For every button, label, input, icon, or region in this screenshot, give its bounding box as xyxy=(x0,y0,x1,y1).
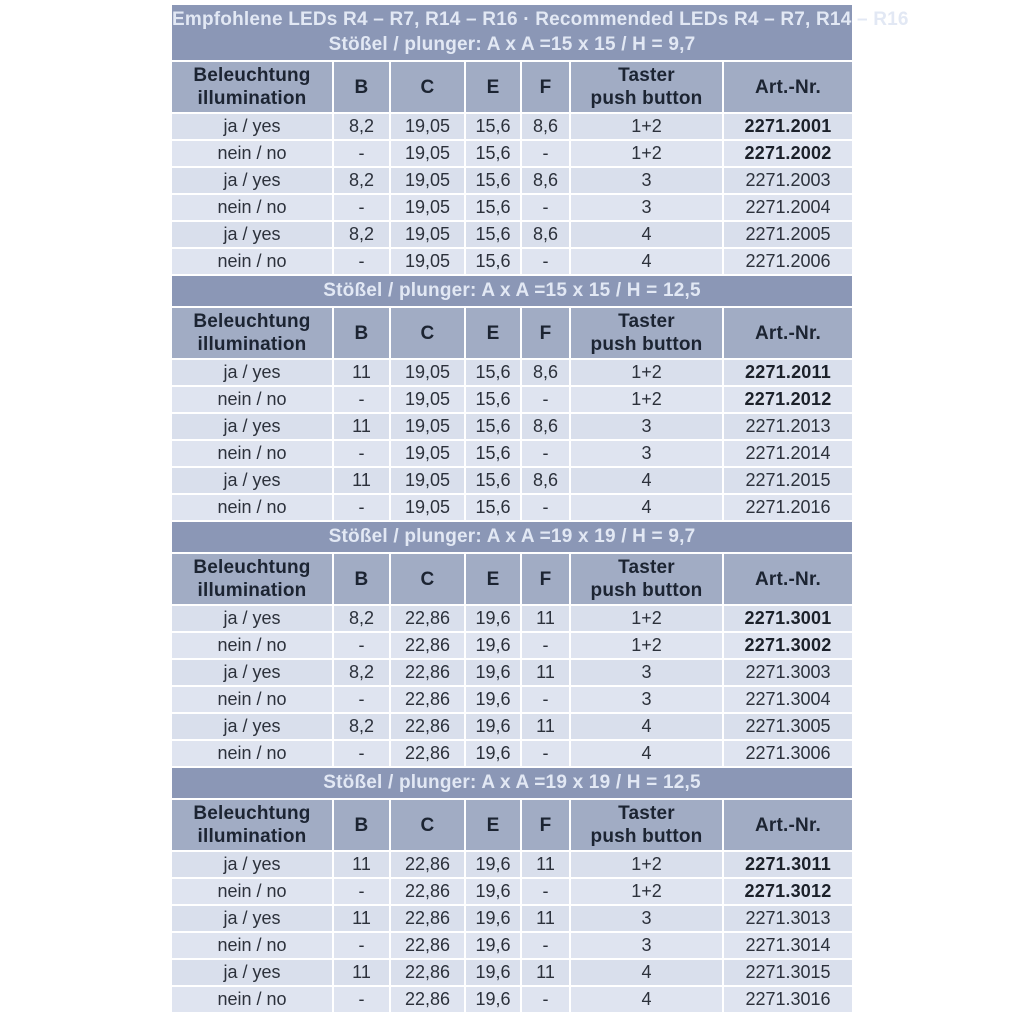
cell-f: - xyxy=(522,141,569,166)
column-header-line1: Taster xyxy=(618,65,675,86)
cell-taster: 4 xyxy=(571,495,722,520)
cell-f: 11 xyxy=(522,714,569,739)
column-header-line1: Beleuchtung xyxy=(193,803,311,824)
column-header-f xyxy=(522,554,569,604)
column-header-line1: Taster xyxy=(618,803,675,824)
cell-f: 8,6 xyxy=(522,168,569,193)
cell-c: 22,86 xyxy=(391,741,464,766)
cell-e: 19,6 xyxy=(466,714,520,739)
cell-taster: 3 xyxy=(571,195,722,220)
cell-e: 15,6 xyxy=(466,360,520,385)
led-recommendation-table xyxy=(172,5,909,1014)
column-header-e xyxy=(466,800,520,850)
cell-taster: 1+2 xyxy=(571,141,722,166)
cell-art-nr: 2271.2016 xyxy=(724,495,852,520)
column-header-c xyxy=(391,62,464,112)
cell-f: - xyxy=(522,933,569,958)
cell-b: - xyxy=(334,387,389,412)
main-title: Empfohlene LEDs R4 – R7, R14 – R16 · Recommended LEDs R4 – R7, R14 – R16 xyxy=(172,9,909,30)
cell-art-nr: 2271.3011 xyxy=(724,852,852,877)
table-row xyxy=(172,741,852,766)
cell-illumination: nein / no xyxy=(172,741,332,766)
cell-c: 22,86 xyxy=(391,879,464,904)
cell-c: 22,86 xyxy=(391,852,464,877)
cell-illumination: ja / yes xyxy=(172,852,332,877)
cell-f: 11 xyxy=(522,960,569,985)
cell-b: - xyxy=(334,633,389,658)
data-rows xyxy=(172,114,852,274)
cell-b: - xyxy=(334,141,389,166)
plunger-title: Stößel / plunger: A x A =19 x 19 / H = 9,7 xyxy=(328,526,696,547)
cell-b: 8,2 xyxy=(334,222,389,247)
cell-b: 8,2 xyxy=(334,114,389,139)
cell-f: - xyxy=(522,495,569,520)
column-header-line1: Taster xyxy=(618,557,675,578)
cell-art-nr: 2271.2013 xyxy=(724,414,852,439)
column-header-line2: illumination xyxy=(197,580,307,601)
table-row xyxy=(172,168,852,193)
column-header-f xyxy=(522,308,569,358)
table-sections xyxy=(172,5,909,1012)
table-row xyxy=(172,633,852,658)
column-header-line1: E xyxy=(486,814,500,836)
column-header-row xyxy=(172,800,852,850)
cell-b: 8,2 xyxy=(334,660,389,685)
data-rows xyxy=(172,606,852,766)
cell-b: 8,2 xyxy=(334,714,389,739)
column-header-line1: Taster xyxy=(618,311,675,332)
cell-e: 15,6 xyxy=(466,114,520,139)
cell-illumination: nein / no xyxy=(172,879,332,904)
cell-b: - xyxy=(334,195,389,220)
column-header-line1: Art.-Nr. xyxy=(755,322,821,344)
plunger-title: Stößel / plunger: A x A =19 x 19 / H = 12,5 xyxy=(323,772,701,793)
cell-e: 19,6 xyxy=(466,633,520,658)
cell-taster: 3 xyxy=(571,660,722,685)
cell-f: 11 xyxy=(522,660,569,685)
column-header-line2: illumination xyxy=(197,826,307,847)
column-header-taster xyxy=(571,308,722,358)
cell-b: 8,2 xyxy=(334,168,389,193)
cell-c: 19,05 xyxy=(391,387,464,412)
column-header-line2: push button xyxy=(590,826,703,847)
cell-illumination: nein / no xyxy=(172,249,332,274)
table-row xyxy=(172,879,852,904)
table-row xyxy=(172,606,852,631)
cell-b: - xyxy=(334,987,389,1012)
column-header-line1: Art.-Nr. xyxy=(755,568,821,590)
cell-art-nr: 2271.2014 xyxy=(724,441,852,466)
cell-e: 15,6 xyxy=(466,468,520,493)
column-header-b xyxy=(334,800,389,850)
column-header-f xyxy=(522,62,569,112)
cell-taster: 4 xyxy=(571,987,722,1012)
cell-f: - xyxy=(522,441,569,466)
cell-e: 15,6 xyxy=(466,387,520,412)
cell-c: 22,86 xyxy=(391,687,464,712)
cell-art-nr: 2271.3012 xyxy=(724,879,852,904)
cell-e: 15,6 xyxy=(466,222,520,247)
cell-taster: 1+2 xyxy=(571,606,722,631)
cell-f: 8,6 xyxy=(522,114,569,139)
column-header-line1: C xyxy=(420,568,435,590)
cell-c: 19,05 xyxy=(391,495,464,520)
column-header-line1: Art.-Nr. xyxy=(755,814,821,836)
table-row xyxy=(172,114,852,139)
column-header-illumination xyxy=(172,308,332,358)
cell-f: 11 xyxy=(522,606,569,631)
column-header-illumination xyxy=(172,62,332,112)
cell-art-nr: 2271.3001 xyxy=(724,606,852,631)
table-row xyxy=(172,495,852,520)
table-row xyxy=(172,195,852,220)
column-header-illumination xyxy=(172,800,332,850)
column-header-line1: Beleuchtung xyxy=(193,311,311,332)
column-header-line1: E xyxy=(486,322,500,344)
cell-taster: 1+2 xyxy=(571,360,722,385)
column-header-line2: push button xyxy=(590,88,703,109)
table-section xyxy=(172,522,852,766)
cell-illumination: nein / no xyxy=(172,195,332,220)
cell-f: - xyxy=(522,249,569,274)
table-row xyxy=(172,714,852,739)
column-header-art-nr xyxy=(724,308,852,358)
cell-taster: 3 xyxy=(571,933,722,958)
cell-c: 19,05 xyxy=(391,195,464,220)
cell-c: 22,86 xyxy=(391,660,464,685)
cell-b: 11 xyxy=(334,414,389,439)
cell-illumination: nein / no xyxy=(172,387,332,412)
cell-illumination: ja / yes xyxy=(172,660,332,685)
table-row xyxy=(172,414,852,439)
cell-e: 19,6 xyxy=(466,933,520,958)
cell-b: - xyxy=(334,879,389,904)
cell-f: - xyxy=(522,387,569,412)
cell-taster: 4 xyxy=(571,960,722,985)
column-header-f xyxy=(522,800,569,850)
cell-c: 19,05 xyxy=(391,114,464,139)
cell-b: 11 xyxy=(334,360,389,385)
table-section xyxy=(172,768,852,1012)
column-header-taster xyxy=(571,554,722,604)
cell-art-nr: 2271.3015 xyxy=(724,960,852,985)
cell-e: 15,6 xyxy=(466,495,520,520)
cell-taster: 3 xyxy=(571,168,722,193)
cell-art-nr: 2271.2003 xyxy=(724,168,852,193)
column-header-line1: F xyxy=(539,814,552,836)
column-header-line1: B xyxy=(354,322,369,344)
cell-f: 8,6 xyxy=(522,414,569,439)
cell-b: - xyxy=(334,933,389,958)
column-header-c xyxy=(391,554,464,604)
table-row xyxy=(172,441,852,466)
plunger-title: Stößel / plunger: A x A =15 x 15 / H = 9,7 xyxy=(328,34,696,55)
cell-b: - xyxy=(334,495,389,520)
column-header-row xyxy=(172,62,852,112)
column-header-line2: illumination xyxy=(197,334,307,355)
column-header-line2: push button xyxy=(590,334,703,355)
column-header-row xyxy=(172,308,852,358)
column-header-line1: E xyxy=(486,568,500,590)
cell-illumination: nein / no xyxy=(172,495,332,520)
column-header-b xyxy=(334,308,389,358)
plunger-title: Stößel / plunger: A x A =15 x 15 / H = 12,5 xyxy=(323,280,701,301)
cell-b: 11 xyxy=(334,960,389,985)
column-header-taster xyxy=(571,800,722,850)
cell-f: - xyxy=(522,687,569,712)
column-header-b xyxy=(334,554,389,604)
section-title-bar xyxy=(172,768,852,798)
cell-c: 19,05 xyxy=(391,141,464,166)
cell-e: 19,6 xyxy=(466,960,520,985)
cell-c: 19,05 xyxy=(391,360,464,385)
cell-e: 19,6 xyxy=(466,852,520,877)
cell-c: 22,86 xyxy=(391,714,464,739)
cell-e: 19,6 xyxy=(466,879,520,904)
cell-f: - xyxy=(522,633,569,658)
column-header-c xyxy=(391,308,464,358)
section-title-bar xyxy=(172,5,909,60)
section-title-bar xyxy=(172,522,852,552)
column-header-line1: C xyxy=(420,76,435,98)
cell-f: 8,6 xyxy=(522,468,569,493)
cell-c: 22,86 xyxy=(391,906,464,931)
column-header-line1: Art.-Nr. xyxy=(755,76,821,98)
table-row xyxy=(172,960,852,985)
cell-e: 15,6 xyxy=(466,414,520,439)
cell-taster: 3 xyxy=(571,687,722,712)
table-row xyxy=(172,906,852,931)
column-header-art-nr xyxy=(724,62,852,112)
cell-art-nr: 2271.3002 xyxy=(724,633,852,658)
cell-illumination: ja / yes xyxy=(172,414,332,439)
cell-art-nr: 2271.3006 xyxy=(724,741,852,766)
cell-b: 8,2 xyxy=(334,606,389,631)
cell-e: 19,6 xyxy=(466,687,520,712)
cell-illumination: ja / yes xyxy=(172,114,332,139)
column-header-c xyxy=(391,800,464,850)
column-header-line1: B xyxy=(354,76,369,98)
cell-b: 11 xyxy=(334,906,389,931)
cell-f: - xyxy=(522,195,569,220)
table-row xyxy=(172,360,852,385)
cell-c: 19,05 xyxy=(391,168,464,193)
cell-b: 11 xyxy=(334,852,389,877)
cell-art-nr: 2271.2011 xyxy=(724,360,852,385)
cell-illumination: nein / no xyxy=(172,141,332,166)
cell-art-nr: 2271.2004 xyxy=(724,195,852,220)
cell-c: 19,05 xyxy=(391,441,464,466)
table-row xyxy=(172,933,852,958)
cell-e: 19,6 xyxy=(466,660,520,685)
column-header-line2: illumination xyxy=(197,88,307,109)
cell-art-nr: 2271.3013 xyxy=(724,906,852,931)
cell-c: 19,05 xyxy=(391,249,464,274)
cell-f: 8,6 xyxy=(522,222,569,247)
cell-b: - xyxy=(334,741,389,766)
cell-taster: 1+2 xyxy=(571,852,722,877)
cell-illumination: ja / yes xyxy=(172,468,332,493)
column-header-line2: push button xyxy=(590,580,703,601)
column-header-line1: F xyxy=(539,322,552,344)
cell-illumination: ja / yes xyxy=(172,714,332,739)
cell-e: 19,6 xyxy=(466,741,520,766)
column-header-e xyxy=(466,62,520,112)
cell-illumination: ja / yes xyxy=(172,960,332,985)
cell-illumination: ja / yes xyxy=(172,168,332,193)
cell-b: 11 xyxy=(334,468,389,493)
cell-e: 19,6 xyxy=(466,906,520,931)
cell-c: 22,86 xyxy=(391,933,464,958)
cell-taster: 1+2 xyxy=(571,114,722,139)
cell-art-nr: 2271.3014 xyxy=(724,933,852,958)
cell-illumination: nein / no xyxy=(172,987,332,1012)
cell-taster: 1+2 xyxy=(571,633,722,658)
cell-art-nr: 2271.2005 xyxy=(724,222,852,247)
cell-b: - xyxy=(334,249,389,274)
cell-illumination: nein / no xyxy=(172,687,332,712)
data-rows xyxy=(172,360,852,520)
column-header-b xyxy=(334,62,389,112)
table-row xyxy=(172,249,852,274)
cell-taster: 4 xyxy=(571,468,722,493)
table-row xyxy=(172,222,852,247)
data-rows xyxy=(172,852,852,1012)
cell-b: - xyxy=(334,687,389,712)
cell-art-nr: 2271.3016 xyxy=(724,987,852,1012)
cell-illumination: nein / no xyxy=(172,933,332,958)
table-row xyxy=(172,387,852,412)
cell-illumination: nein / no xyxy=(172,633,332,658)
cell-f: - xyxy=(522,987,569,1012)
cell-c: 19,05 xyxy=(391,222,464,247)
column-header-line1: B xyxy=(354,568,369,590)
cell-b: - xyxy=(334,441,389,466)
cell-taster: 4 xyxy=(571,714,722,739)
table-row xyxy=(172,987,852,1012)
cell-e: 15,6 xyxy=(466,441,520,466)
cell-taster: 3 xyxy=(571,906,722,931)
cell-e: 19,6 xyxy=(466,606,520,631)
cell-c: 22,86 xyxy=(391,987,464,1012)
cell-c: 22,86 xyxy=(391,606,464,631)
cell-illumination: ja / yes xyxy=(172,606,332,631)
table-row xyxy=(172,660,852,685)
column-header-illumination xyxy=(172,554,332,604)
cell-c: 22,86 xyxy=(391,960,464,985)
cell-illumination: ja / yes xyxy=(172,906,332,931)
column-header-art-nr xyxy=(724,554,852,604)
column-header-e xyxy=(466,554,520,604)
column-header-line1: Beleuchtung xyxy=(193,557,311,578)
cell-taster: 4 xyxy=(571,249,722,274)
cell-e: 19,6 xyxy=(466,987,520,1012)
cell-illumination: nein / no xyxy=(172,441,332,466)
cell-illumination: ja / yes xyxy=(172,222,332,247)
table-section xyxy=(172,276,852,520)
cell-e: 15,6 xyxy=(466,168,520,193)
cell-art-nr: 2271.2015 xyxy=(724,468,852,493)
cell-taster: 1+2 xyxy=(571,879,722,904)
table-row xyxy=(172,468,852,493)
cell-art-nr: 2271.3003 xyxy=(724,660,852,685)
section-title-bar xyxy=(172,276,852,306)
table-row xyxy=(172,687,852,712)
cell-taster: 4 xyxy=(571,222,722,247)
column-header-line1: F xyxy=(539,76,552,98)
cell-taster: 3 xyxy=(571,441,722,466)
column-header-row xyxy=(172,554,852,604)
column-header-line1: C xyxy=(420,814,435,836)
cell-c: 22,86 xyxy=(391,633,464,658)
column-header-art-nr xyxy=(724,800,852,850)
cell-art-nr: 2271.3005 xyxy=(724,714,852,739)
cell-f: 11 xyxy=(522,906,569,931)
cell-e: 15,6 xyxy=(466,195,520,220)
cell-taster: 4 xyxy=(571,741,722,766)
column-header-line1: F xyxy=(539,568,552,590)
column-header-taster xyxy=(571,62,722,112)
cell-f: 11 xyxy=(522,852,569,877)
cell-illumination: ja / yes xyxy=(172,360,332,385)
cell-art-nr: 2271.2002 xyxy=(724,141,852,166)
cell-f: 8,6 xyxy=(522,360,569,385)
cell-taster: 3 xyxy=(571,414,722,439)
column-header-line1: E xyxy=(486,76,500,98)
cell-e: 15,6 xyxy=(466,249,520,274)
cell-art-nr: 2271.2001 xyxy=(724,114,852,139)
table-row xyxy=(172,141,852,166)
cell-taster: 1+2 xyxy=(571,387,722,412)
cell-c: 19,05 xyxy=(391,468,464,493)
column-header-line1: Beleuchtung xyxy=(193,65,311,86)
column-header-e xyxy=(466,308,520,358)
cell-art-nr: 2271.2012 xyxy=(724,387,852,412)
cell-c: 19,05 xyxy=(391,414,464,439)
cell-e: 15,6 xyxy=(466,141,520,166)
cell-art-nr: 2271.3004 xyxy=(724,687,852,712)
table-section xyxy=(172,5,909,274)
cell-f: - xyxy=(522,879,569,904)
column-header-line1: C xyxy=(420,322,435,344)
column-header-line1: B xyxy=(354,814,369,836)
cell-art-nr: 2271.2006 xyxy=(724,249,852,274)
table-row xyxy=(172,852,852,877)
cell-f: - xyxy=(522,741,569,766)
